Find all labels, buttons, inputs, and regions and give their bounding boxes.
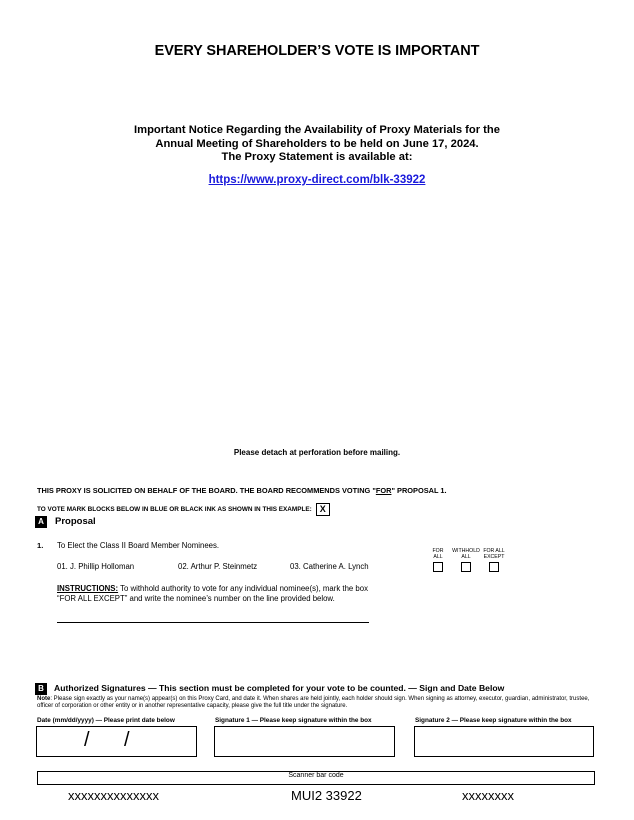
nominee-3: 03. Catherine A. Lynch: [290, 562, 369, 571]
for-all-checkbox[interactable]: [433, 562, 443, 572]
section-b-badge: B: [35, 683, 47, 695]
footer-code-left: xxxxxxxxxxxxxx: [68, 788, 159, 803]
detach-instruction: Please detach at perforation before mailing.: [233, 448, 401, 457]
signature-1-label: Signature 1 — Please keep signature within the box: [215, 717, 372, 724]
date-field-label: Date (mm/dd/yyyy) — Please print date below: [37, 717, 175, 724]
vote-example-text: TO VOTE MARK BLOCKS BELOW IN BLUE OR BLACK INK AS SHOWN IN THIS EXAMPLE:: [37, 506, 312, 513]
nominee-2: 02. Arthur P. Steinmetz: [178, 562, 258, 571]
withhold-header-line-1: WITHHOLD: [452, 548, 480, 554]
for-all-header-line-1: FOR: [432, 548, 444, 554]
section-b-title: Authorized Signatures — This section must be completed for your vote to be counted. — Sign and Date Below: [54, 683, 505, 693]
except-header-line-1: FOR ALL: [483, 548, 505, 554]
proxy-statement-link[interactable]: https://www.proxy-direct.com/blk-33922: [208, 174, 426, 186]
nominee-exception-write-line[interactable]: [57, 622, 369, 623]
solicitation-emphasis: FOR: [375, 486, 392, 495]
date-separator-2: /: [124, 729, 130, 751]
page-title: EVERY SHAREHOLDER’S VOTE IS IMPORTANT: [154, 43, 480, 59]
notice-line-1: Important Notice Regarding the Availability of Proxy Materials for the: [134, 124, 500, 136]
withhold-all-checkbox[interactable]: [461, 562, 471, 572]
signature-2-field[interactable]: [414, 726, 594, 757]
section-a-badge: A: [35, 516, 47, 528]
signature-note: [37, 696, 597, 711]
for-all-except-checkbox[interactable]: [489, 562, 499, 572]
footer-code-center: MUI2 33922: [291, 788, 362, 803]
nominee-1: 01. J. Phillip Holloman: [57, 562, 135, 571]
signature-1-field[interactable]: [214, 726, 395, 757]
for-all-header-line-2: ALL: [433, 554, 443, 560]
date-field[interactable]: [36, 726, 197, 757]
withhold-header-line-2: ALL: [461, 554, 471, 560]
proposal-text: To Elect the Class II Board Member Nominees.: [57, 541, 220, 550]
section-a-title: Proposal: [55, 516, 96, 527]
notice-line-3: The Proxy Statement is available at:: [221, 151, 413, 163]
solicitation-text-after: " PROPOSAL 1.: [391, 486, 447, 495]
signature-2-label: Signature 2 — Please keep signature within the box: [415, 717, 572, 724]
proxy-notice: [0, 124, 634, 165]
except-header-line-2: EXCEPT: [483, 554, 505, 560]
solicitation-text-before: THIS PROXY IS SOLICITED ON BEHALF OF THE BOARD. THE BOARD RECOMMENDS VOTING ": [37, 486, 376, 495]
instructions: [57, 584, 377, 604]
proposal-number: 1.: [37, 541, 44, 550]
footer-code-right: xxxxxxxx: [462, 788, 514, 803]
instructions-label: INSTRUCTIONS:: [57, 584, 119, 593]
proxy-statement-link-wrap: [0, 174, 634, 186]
note-label: Note: [37, 696, 51, 702]
for-all-except-column-header: [477, 548, 511, 560]
note-text: : Please sign exactly as your name(s) appear(s) on this Proxy Card, and date it. When shares are held jointly, each holder should sign. When signing as attorney, executor, guardian, administrator, trustee, officer of corporation or other entity or in another representative capacity, please give the full title under the signature.: [37, 696, 590, 710]
notice-line-2: Annual Meeting of Shareholders to be held on June 17, 2024.: [155, 137, 479, 150]
vote-example-row: [37, 503, 330, 516]
instructions-text: To withhold authority to vote for any individual nominee(s), mark the box “FOR ALL EXCEPT” and write the nominee’s number on the line provided below.: [57, 584, 368, 603]
example-mark-box: X: [316, 503, 330, 516]
scanner-barcode-label: Scanner bar code: [288, 772, 344, 779]
date-separator-1: /: [84, 729, 90, 751]
solicitation-statement: [37, 486, 447, 495]
